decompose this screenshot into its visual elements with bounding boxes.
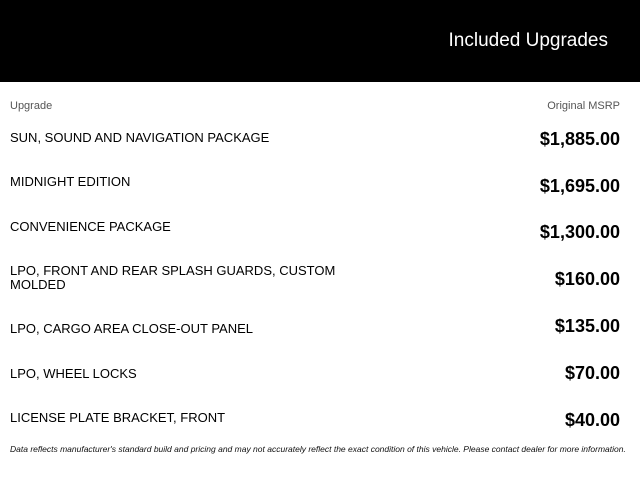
upgrade-price: $70.00 xyxy=(564,363,620,383)
upgrade-price: $1,695.00 xyxy=(539,176,620,196)
page-title: Included Upgrades xyxy=(448,30,608,51)
upgrade-name: MIDNIGHT EDITION xyxy=(10,174,131,189)
column-header-msrp: Original MSRP xyxy=(547,100,620,112)
upgrade-price: $1,885.00 xyxy=(539,129,620,149)
upgrade-price: $1,300.00 xyxy=(539,222,620,242)
upgrade-name: LICENSE PLATE BRACKET, FRONT xyxy=(10,410,226,425)
column-header-upgrade: Upgrade xyxy=(10,100,53,112)
upgrade-name: CONVENIENCE PACKAGE xyxy=(10,219,171,234)
upgrade-price: $135.00 xyxy=(554,316,620,336)
upgrade-price: $160.00 xyxy=(554,269,620,289)
upgrade-name: SUN, SOUND AND NAVIGATION PACKAGE xyxy=(10,130,270,145)
upgrade-name: LPO, WHEEL LOCKS xyxy=(10,366,137,381)
upgrade-name: LPO, CARGO AREA CLOSE-OUT PANEL xyxy=(10,321,253,336)
header-banner xyxy=(0,0,640,82)
upgrade-name: LPO, FRONT AND REAR SPLASH GUARDS, CUSTOM MOLDED xyxy=(10,263,336,292)
upgrade-price: $40.00 xyxy=(564,410,620,430)
disclaimer-text: Data reflects manufacturer's standard build and pricing and may not accurately reflect the exact condition of this vehicle. Please contact dealer for more information. xyxy=(10,444,626,454)
